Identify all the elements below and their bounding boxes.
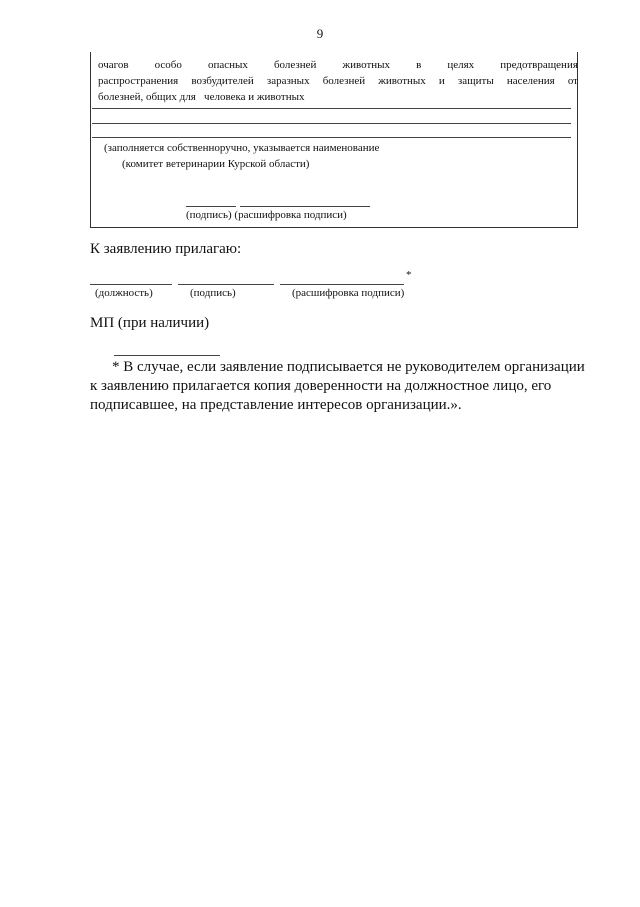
decoding-label: (расшифровка подписи) [292,287,405,299]
box-note-line-1: (заполняется собственноручно, указывается наименование [104,142,380,154]
signature-label: (подпись) [190,287,236,299]
blank-line-2 [92,123,571,124]
box-word: населения [506,75,555,87]
signature-line [178,284,274,285]
box-word: целях [447,59,475,71]
box-text-line-2 [98,73,578,89]
blank-line-1 [92,108,571,109]
box-word: болезней [322,75,366,87]
box-word: от [567,75,578,87]
footnote-line-2: к заявлению прилагается копия доверенности на должностное лицо, его [90,378,552,394]
box-word: животных [378,75,426,87]
box-word: очагов [98,59,129,71]
stamp-label: МП (при наличии) [90,315,210,331]
box-word: возбудителей [191,75,254,87]
box-word: животных [342,59,391,71]
box-text-line-3: болезней, общих для человека и животных [98,91,305,103]
box-signature-caption: (подпись) (расшифровка подписи) [186,209,347,221]
footnote-line-1: * В случае, если заявление подписывается не руководителем организации [112,359,585,375]
form-box-text [98,57,578,105]
page-number: 9 [316,26,324,41]
box-word: в [416,59,422,71]
box-note-line-2: (комитет ветеринарии Курской области) [122,158,310,170]
box-word: предотвращения [500,59,578,71]
decoding-line [280,284,404,285]
box-word: защиты [457,75,494,87]
blank-line-3 [92,137,571,138]
footnote-line-3: подписавшее, на представление интересов организации.». [90,397,462,413]
box-word: болезней [273,59,317,71]
signature-asterisk: * [406,269,412,281]
box-word: заразных [266,75,310,87]
box-text-line-1 [98,57,578,73]
box-word: распространения [98,75,179,87]
box-word: опасных [207,59,248,71]
attachment-label: К заявлению прилагаю: [90,241,242,257]
position-label: (должность) [95,287,153,299]
position-line [90,284,172,285]
footnote-separator [114,355,220,356]
box-word: и [438,75,445,87]
box-word: особо [154,59,182,71]
footnote [90,358,590,415]
